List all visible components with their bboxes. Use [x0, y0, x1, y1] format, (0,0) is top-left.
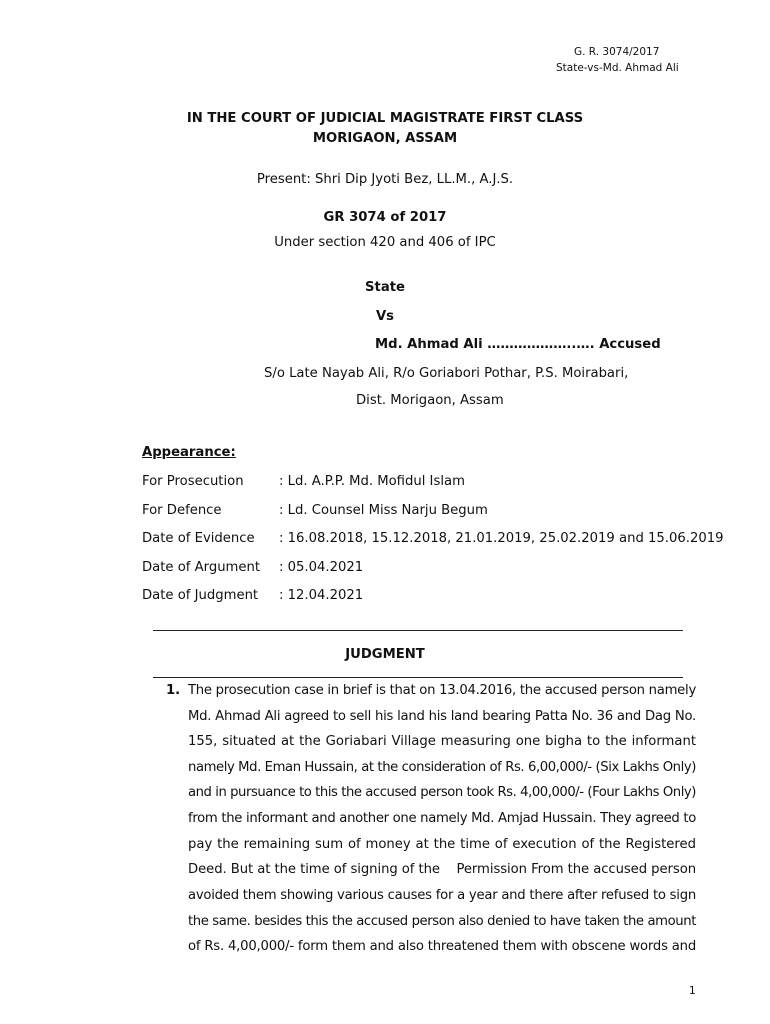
ipc-section: Under section 420 and 406 of IPC — [274, 235, 496, 250]
party-state: State — [365, 280, 405, 295]
judgment-heading: JUDGMENT — [345, 647, 425, 662]
accused-address-1: S/o Late Nayab Ali, R/o Goriabori Pothar, P.S. Moirabari, — [264, 366, 629, 381]
paragraph-line: The prosecution case in brief is that on 13.04.2016, the accused person namely — [188, 683, 696, 698]
divider-rule-bottom — [153, 677, 683, 678]
appearance-value-prosecution: : Ld. A.P.P. Md. Mofidul Islam — [279, 474, 465, 489]
page-number: 1 — [689, 985, 696, 997]
paragraph-line: namely Md. Eman Hussain, at the consideration of Rs. 6,00,000/- (Six Lakhs Only) — [188, 760, 696, 775]
appearance-label-judgment: Date of Judgment — [142, 588, 259, 603]
paragraph-line: of Rs. 4,00,000/- form them and also threatened them with obscene words and — [188, 939, 696, 954]
appearance-label-evidence: Date of Evidence — [142, 531, 255, 546]
paragraph-line: and in pursuance to this the accused person took Rs. 4,00,000/- (Four Lakhs Only) — [188, 785, 696, 800]
appearance-label-argument: Date of Argument — [142, 560, 261, 575]
paragraph-line: pay the remaining sum of money at the time of execution of the Registered — [188, 837, 696, 852]
appearance-value-evidence: : 16.08.2018, 15.12.2018, 21.01.2019, 25.02.2019 and 15.06.2019 — [279, 531, 724, 546]
appearance-label-prosecution: For Prosecution — [142, 474, 244, 489]
appearance-value-defence: : Ld. Counsel Miss Narju Begum — [279, 503, 488, 518]
appearance-label-defence: For Defence — [142, 503, 222, 518]
appearance-value-judgment: : 12.04.2021 — [279, 588, 364, 603]
paragraph-line: from the informant and another one namely Md. Amjad Hussain. They agreed to — [188, 811, 696, 826]
paragraph-line: 155, situated at the Goriabari Village measuring one bigha to the informant — [188, 734, 696, 749]
case-parties-header: State-vs-Md. Ahmad Ali — [556, 62, 679, 74]
appearance-heading: Appearance: — [142, 445, 236, 460]
court-title-line1: IN THE COURT OF JUDICIAL MAGISTRATE FIRST CLASS — [186, 111, 584, 126]
paragraph-line: Deed. But at the time of signing of the Permission From the accused person — [188, 862, 696, 877]
accused-address-2: Dist. Morigaon, Assam — [356, 393, 504, 408]
presiding-officer: Present: Shri Dip Jyoti Bez, LL.M., A.J.S. — [256, 172, 514, 187]
divider-rule-top — [153, 630, 683, 631]
paragraph-line: the same. besides this the accused person also denied to have taken the amount — [188, 914, 696, 929]
court-title-line2: MORIGAON, ASSAM — [312, 131, 458, 146]
paragraph-line: Md. Ahmad Ali agreed to sell his land his land bearing Patta No. 36 and Dag No. — [188, 709, 696, 724]
paragraph-line: avoided them showing various causes for a year and there after refused to sign — [188, 888, 696, 903]
paragraph-number: 1. — [166, 683, 181, 698]
appearance-value-argument: : 05.04.2021 — [279, 560, 364, 575]
accused-line: Md. Ahmad Ali ………………..…. Accused — [375, 337, 661, 352]
case-number: GR 3074 of 2017 — [323, 210, 447, 225]
case-reference: G. R. 3074/2017 — [574, 46, 660, 58]
versus: Vs — [375, 309, 395, 324]
